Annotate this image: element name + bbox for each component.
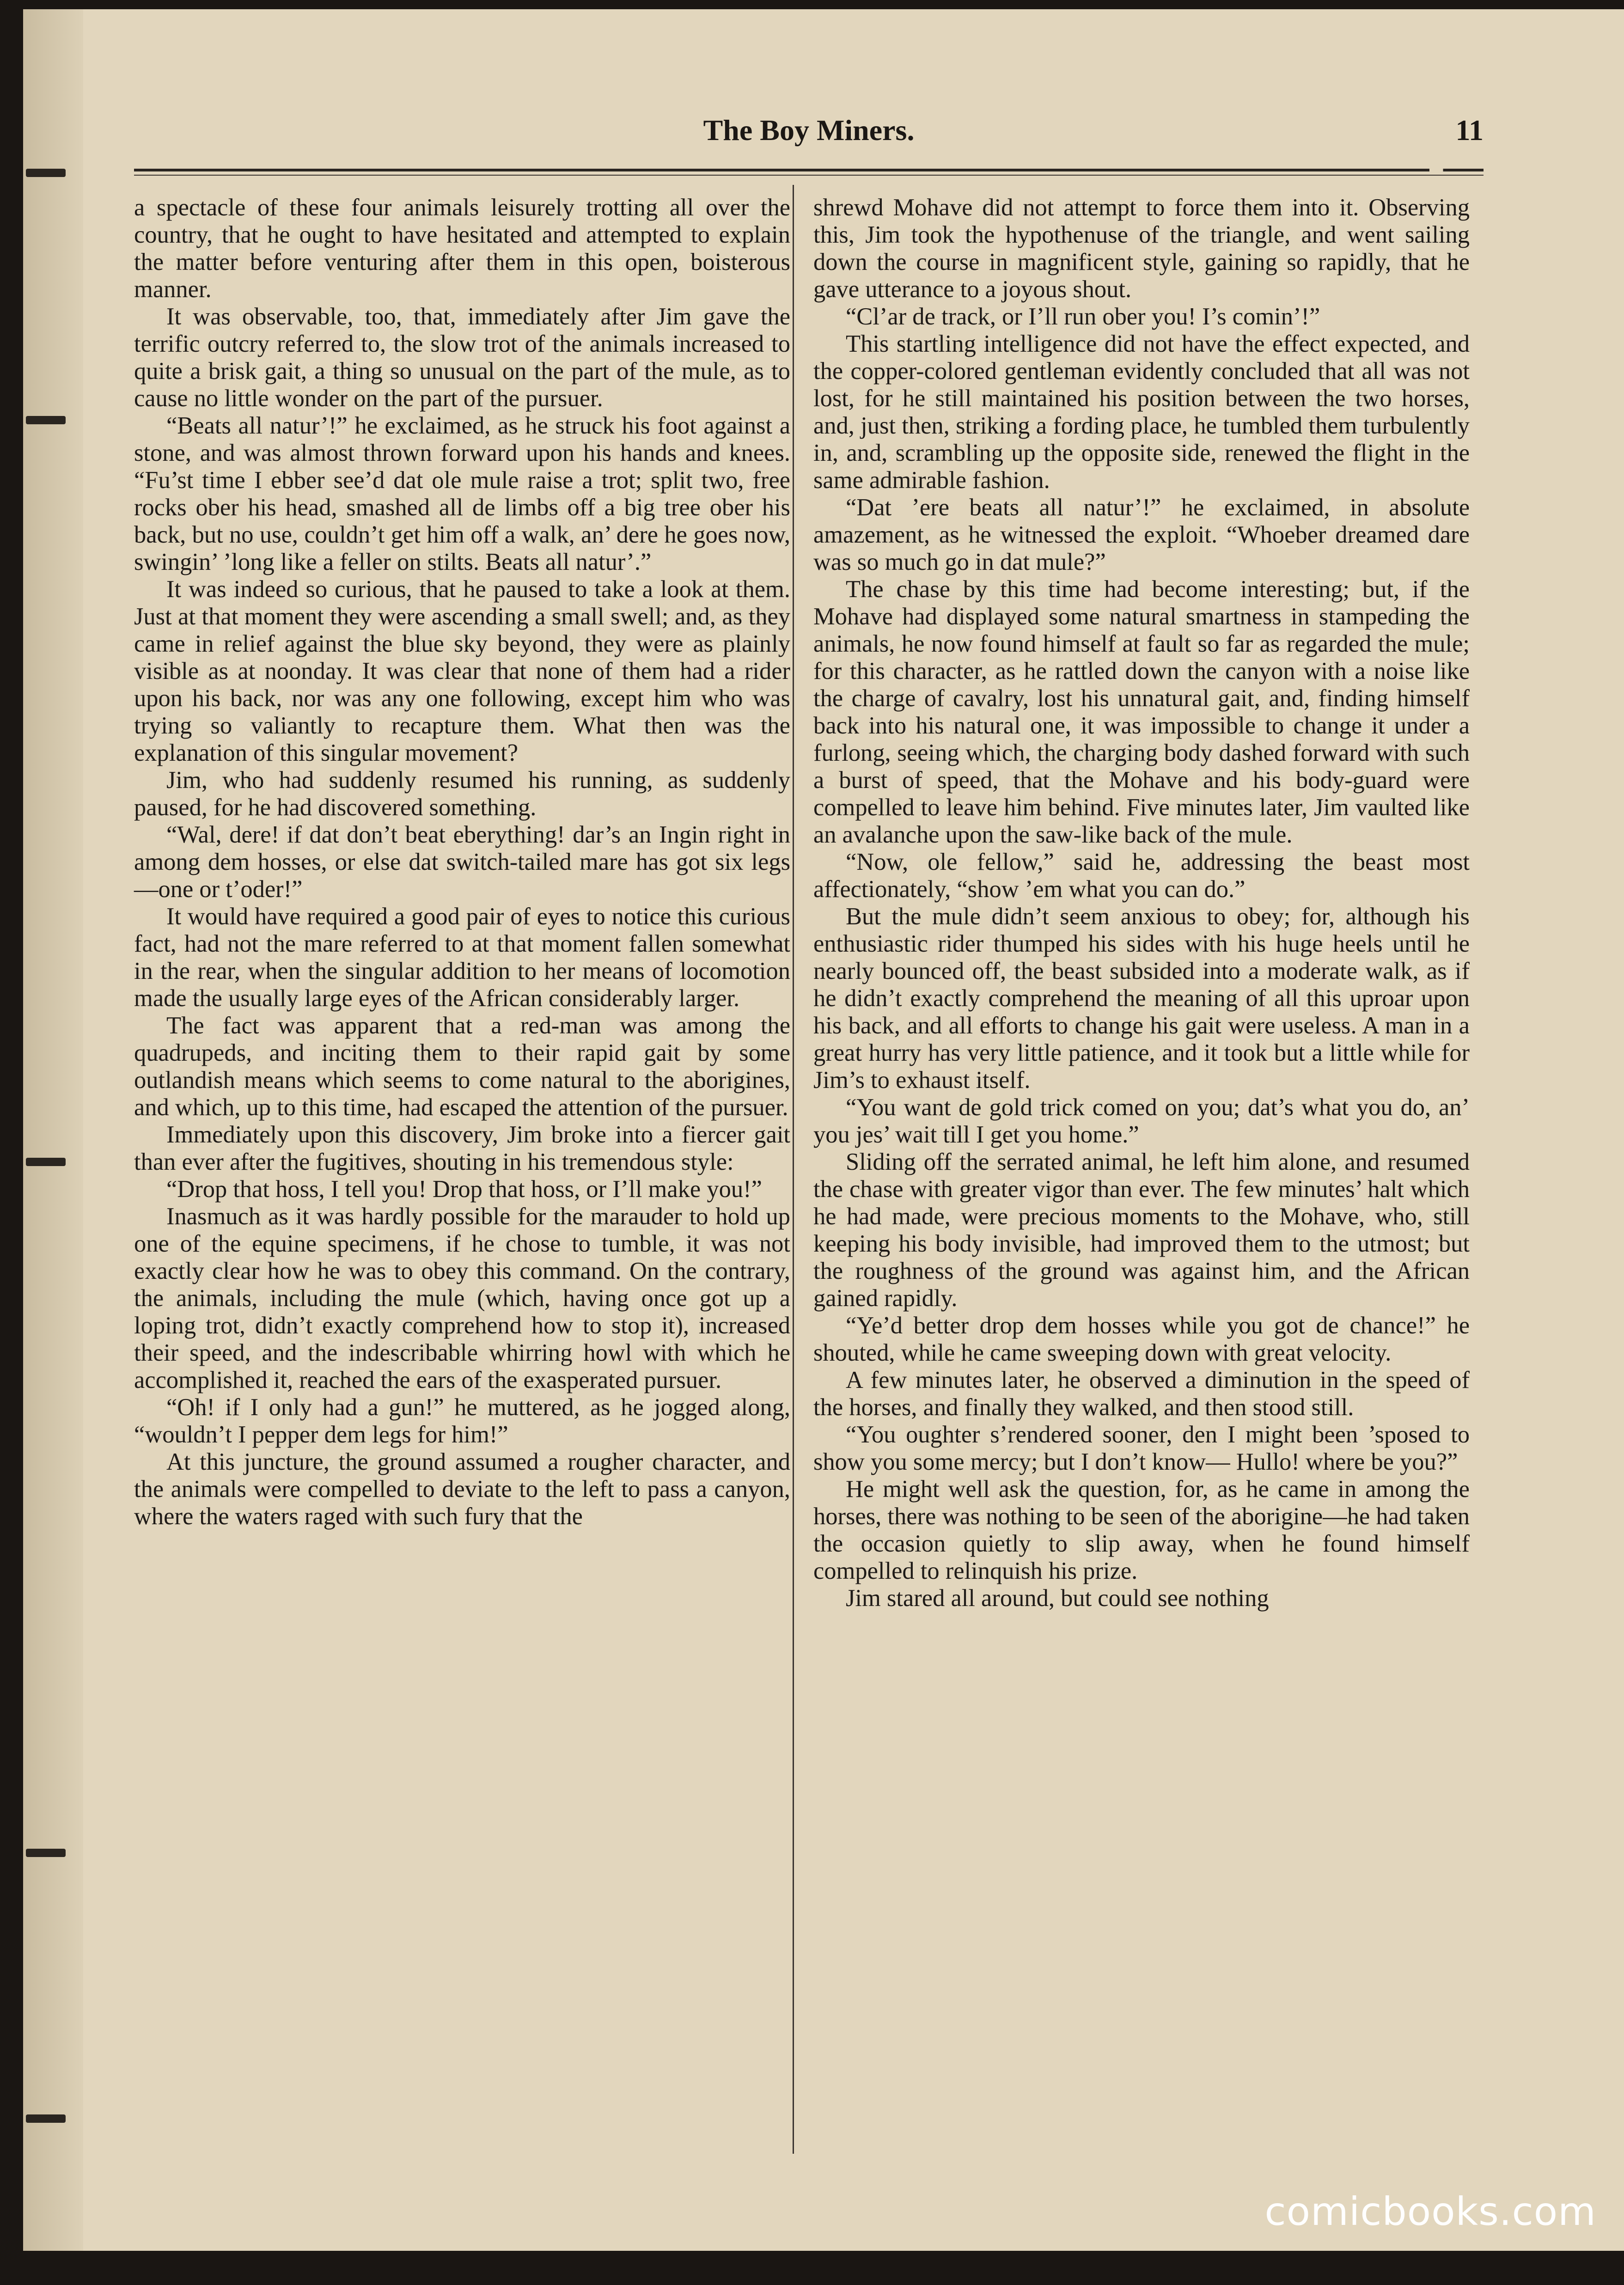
paragraph: It was observable, too, that, immediately after Jim gave the terrific outcry referred to, the slow trot of the animals increased to quite a brisk gait, a thing so unusual on the part of the mule, as to cause no little wonder on the part of the pursuer.	[134, 303, 790, 412]
paragraph: “Oh! if I only had a gun!” he muttered, as he jogged along, “wouldn’t I pepper dem legs for him!”	[134, 1394, 790, 1448]
header-rule	[134, 169, 1484, 171]
paragraph: “You oughter s’rendered sooner, den I might been ’sposed to show you some mercy; but I don’t know— Hullo! where be you?”	[813, 1421, 1470, 1475]
paragraph: Jim, who had suddenly resumed his running, as suddenly paused, for he had discovered something.	[134, 767, 790, 821]
paragraph: “Dat ’ere beats all natur’!” he exclaimed, in absolute amazement, as he witnessed the exploit. “Whoeber dreamed dare was so much go in dat mule?”	[813, 494, 1470, 575]
binding-stitch	[26, 1158, 66, 1166]
paragraph: shrewd Mohave did not attempt to force them into it. Observing this, Jim took the hypothenuse of the triangle, and went sailing down the course in magnificent style, gaining so rapidly, that he gave utterance to a joyous shout.	[813, 194, 1470, 303]
paragraph: “Wal, dere! if dat don’t beat eberything! dar’s an Ingin right in among dem hosses, or else dat switch-tailed mare has got six legs—one or t’oder!”	[134, 821, 790, 903]
paragraph: It was indeed so curious, that he paused to take a look at them. Just at that moment they were ascending a small swell; and, as they came in relief against the blue sky beyond, they were as plainly visible as at noonday. It was clear that none of them had a rider upon his back, nor was any one following, except him who was trying so valiantly to recapture them. What then was the explanation of this singular movement?	[134, 576, 790, 766]
page-binding	[23, 9, 83, 2251]
header-rule-thin	[134, 175, 1484, 176]
binding-stitch	[26, 416, 66, 424]
left-column	[134, 194, 790, 1530]
binding-stitch	[26, 169, 66, 177]
column-divider	[793, 185, 794, 2154]
running-title: The Boy Miners.	[703, 114, 915, 147]
paragraph: “Ye’d better drop dem hosses while you got de chance!” he shouted, while he came sweeping down with great velocity.	[813, 1312, 1470, 1366]
paragraph: “Cl’ar de track, or I’ll run ober you! I’s comin’!”	[846, 303, 1320, 330]
paragraph: He might well ask the question, for, as he came in among the horses, there was nothing to be seen of the aborigine—he had taken the occasion quietly to slip away, when he found himself compelled to relinquish his prize.	[813, 1476, 1470, 1584]
paragraph: “Beats all natur’!” he exclaimed, as he struck his foot against a stone, and was almost thrown forward upon his hands and knees. “Fu’st time I ebber see’d dat ole mule raise a trot; split two, free rocks ober his head, smashed all de limbs off a big tree ober his back, but no use, couldn’t get him off a walk, an’ dere he goes now, swingin’ ’long like a feller on stilts. Beats all natur’.”	[134, 412, 790, 575]
paragraph: Jim stared all around, but could see nothing	[846, 1585, 1269, 1612]
paragraph: The chase by this time had become interesting; but, if the Mohave had displayed some natural smartness in stampeding the animals, he now found himself at fault so far as regarded the mule; for this character, as he rattled down the canyon with a noise like the charge of cavalry, lost his unnatural gait, and, finding himself back into his natural one, it was impossible to change it under a furlong, seeing which, the charging body dashed forward with such a burst of speed, that the Mohave and his body-guard were compelled to leave him behind. Five minutes later, Jim vaulted like an avalanche upon the saw-like back of the mule.	[813, 576, 1470, 848]
paragraph: “Now, ole fellow,” said he, addressing the beast most affectionately, “show ’em what you can do.”	[813, 849, 1470, 903]
running-header	[134, 113, 1484, 159]
paragraph: The fact was apparent that a red-man was among the quadrupeds, and inciting them to their rapid gait by some outlandish means which seems to come natural to the aborigines, and which, up to this time, had escaped the attention of the pursuer.	[134, 1012, 790, 1121]
paragraph: It would have required a good pair of eyes to notice this curious fact, had not the mare referred to at that moment fallen somewhat in the rear, when the singular addition to her means of locomotion made the usually large eyes of the African considerably larger.	[134, 903, 790, 1012]
paragraph: But the mule didn’t seem anxious to obey; for, although his enthusiastic rider thumped his sides with his huge heels until he nearly bounced off, the beast subsided into a moderate walk, as if he didn’t exactly comprehend the meaning of all this uproar upon his back, and all efforts to change his gait were useless. A man in a great hurry has very little patience, and it took but a little while for Jim’s to exhaust itself.	[813, 903, 1470, 1094]
paragraph: “Drop that hoss, I tell you! Drop that hoss, or I’ll make you!”	[166, 1176, 762, 1203]
paragraph: Immediately upon this discovery, Jim broke into a fiercer gait than ever after the fugitives, shouting in his tremendous style:	[134, 1121, 790, 1175]
site-watermark: comicbooks.com	[1264, 2189, 1596, 2234]
paragraph: “You want de gold trick comed on you; dat’s what you do, an’ you jes’ wait till I get you home.”	[813, 1094, 1470, 1148]
right-column	[813, 194, 1470, 1612]
page-number: 11	[1455, 114, 1484, 147]
paragraph: Sliding off the serrated animal, he left him alone, and resumed the chase with greater vigor than ever. The few minutes’ halt which he had made, were precious moments to the Mohave, who, still keeping his body invisible, had improved them to the utmost; but the roughness of the ground was against him, and the African gained rapidly.	[813, 1149, 1470, 1312]
paragraph: This startling intelligence did not have the effect expected, and the copper-colored gentleman evidently concluded that all was not lost, for he still maintained his position between the two horses, and, just then, striking a fording place, he tumbled them turbulently in, and, scrambling up the opposite side, renewed the flight in the same admirable fashion.	[813, 330, 1470, 494]
paragraph: Inasmuch as it was hardly possible for the marauder to hold up one of the equine specimens, if he chose to tumble, it was not exactly clear how he was to obey this command. On the contrary, the animals, including the mule (which, having once got up a loping trot, didn’t exactly comprehend how to stop it), increased their speed, and the indescribable whirring howl with which he accomplished it, reached the ears of the exasperated pursuer.	[134, 1203, 790, 1393]
binding-stitch	[26, 1849, 66, 1857]
paragraph: A few minutes later, he observed a diminution in the speed of the horses, and finally they walked, and then stood still.	[813, 1367, 1470, 1421]
paragraph: At this juncture, the ground assumed a rougher character, and the animals were compelled to deviate to the left to pass a canyon, where the waters raged with such fury that the	[134, 1448, 790, 1530]
binding-stitch	[26, 2114, 66, 2123]
paragraph: a spectacle of these four animals leisurely trotting all over the country, that he ought to have hesitated and attempted to explain the matter before venturing after them in this open, boisterous manner.	[134, 194, 790, 303]
